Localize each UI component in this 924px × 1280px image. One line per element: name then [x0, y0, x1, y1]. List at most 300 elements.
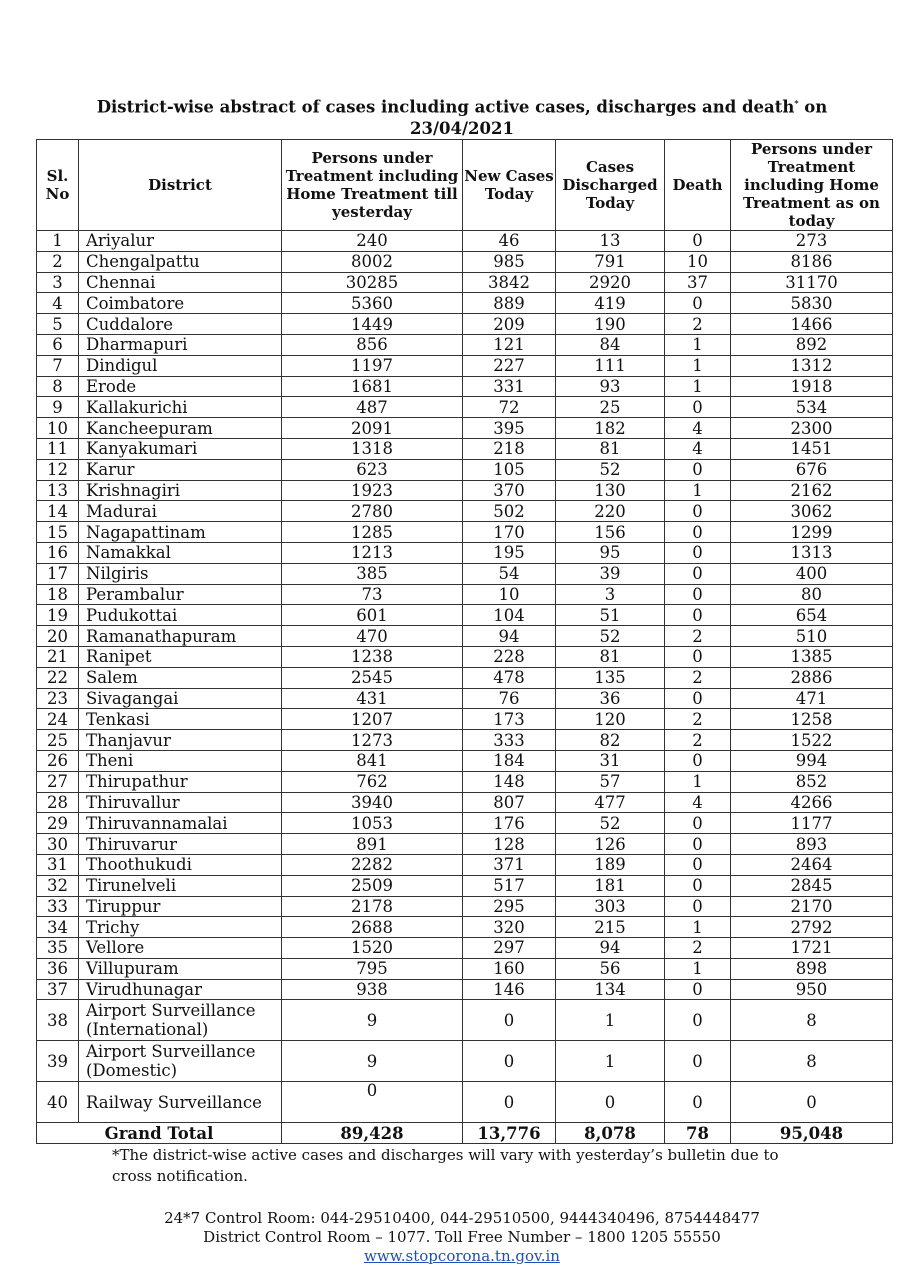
table-row [37, 355, 893, 376]
cell-new: 209 [463, 314, 556, 335]
cell-disc: 39 [556, 563, 665, 584]
cell-sl: 19 [37, 605, 79, 626]
cell-sl: 11 [37, 438, 79, 459]
cell-disc: 1 [556, 1041, 665, 1082]
table-row [37, 231, 893, 252]
cell-today: 5830 [731, 293, 893, 314]
cell-disc: 3 [556, 584, 665, 605]
cell-new: 94 [463, 626, 556, 647]
cell-district: Ranipet [79, 646, 282, 667]
cell-death: 0 [665, 542, 731, 563]
cell-prev: 1681 [282, 376, 463, 397]
cell-district: Madurai [79, 501, 282, 522]
cell-sl: 26 [37, 750, 79, 771]
cell-district: Pudukottai [79, 605, 282, 626]
cell-today: 1312 [731, 355, 893, 376]
cell-prev: 2688 [282, 917, 463, 938]
cell-prev: 1197 [282, 355, 463, 376]
cell-district: Namakkal [79, 542, 282, 563]
cell-disc: 189 [556, 854, 665, 875]
cell-sl: 12 [37, 459, 79, 480]
cell-today: 676 [731, 459, 893, 480]
cell-district: Vellore [79, 938, 282, 959]
cell-today: 2886 [731, 667, 893, 688]
title-on: on [798, 97, 828, 117]
cell-new: 478 [463, 667, 556, 688]
cell-today: 654 [731, 605, 893, 626]
cell-prev: 2545 [282, 667, 463, 688]
cell-today: 994 [731, 750, 893, 771]
header-discharged: Cases Discharged Today [556, 140, 665, 231]
table-row [37, 917, 893, 938]
cell-disc: 52 [556, 813, 665, 834]
cell-death: 0 [665, 646, 731, 667]
table-row [37, 1000, 893, 1041]
cell-district: Thirupathur [79, 771, 282, 792]
table-body [37, 231, 893, 1123]
cell-district: Karur [79, 459, 282, 480]
cell-new: 173 [463, 709, 556, 730]
website-link[interactable]: www.stopcorona.tn.gov.in [364, 1247, 560, 1265]
cell-new: 72 [463, 397, 556, 418]
cell-death: 0 [665, 854, 731, 875]
table-row [37, 584, 893, 605]
cell-sl: 2 [37, 251, 79, 272]
cell-prev: 1053 [282, 813, 463, 834]
cell-new: 807 [463, 792, 556, 813]
cell-district: Chengalpattu [79, 251, 282, 272]
cell-death: 0 [665, 563, 731, 584]
cell-district: Villupuram [79, 958, 282, 979]
cell-today: 1466 [731, 314, 893, 335]
table-row [37, 813, 893, 834]
cell-disc: 135 [556, 667, 665, 688]
cell-death: 4 [665, 418, 731, 439]
cell-death: 1 [665, 958, 731, 979]
table-row [37, 771, 893, 792]
cell-prev: 431 [282, 688, 463, 709]
cell-prev: 240 [282, 231, 463, 252]
cell-new: 54 [463, 563, 556, 584]
cell-new: 3842 [463, 272, 556, 293]
cell-death: 4 [665, 792, 731, 813]
cell-today: 0 [731, 1082, 893, 1123]
cell-district: Kanyakumari [79, 438, 282, 459]
cell-disc: 126 [556, 834, 665, 855]
cell-disc: 31 [556, 750, 665, 771]
cell-death: 1 [665, 376, 731, 397]
cell-today: 8 [731, 1000, 893, 1041]
cell-prev: 1318 [282, 438, 463, 459]
cell-prev: 3940 [282, 792, 463, 813]
cell-prev: 856 [282, 334, 463, 355]
cell-district: Tirunelveli [79, 875, 282, 896]
table-row [37, 896, 893, 917]
table-row [37, 646, 893, 667]
table-row [37, 563, 893, 584]
table-row [37, 875, 893, 896]
cell-prev: 891 [282, 834, 463, 855]
cell-district: Krishnagiri [79, 480, 282, 501]
header-sl-no: Sl. No [37, 140, 79, 231]
cell-prev: 2282 [282, 854, 463, 875]
cell-district: Coimbatore [79, 293, 282, 314]
cell-prev: 2509 [282, 875, 463, 896]
cell-prev: 841 [282, 750, 463, 771]
table-row [37, 293, 893, 314]
cell-death: 0 [665, 834, 731, 855]
cell-new: 121 [463, 334, 556, 355]
header-death: Death [665, 140, 731, 231]
cell-new: 297 [463, 938, 556, 959]
cell-prev: 1273 [282, 730, 463, 751]
cell-death: 1 [665, 480, 731, 501]
cell-new: 195 [463, 542, 556, 563]
grand-total-new: 13,776 [463, 1123, 556, 1144]
cell-disc: 25 [556, 397, 665, 418]
cell-disc: 94 [556, 938, 665, 959]
table-row [37, 667, 893, 688]
title-date: 23/04/2021 [410, 118, 514, 138]
cell-sl: 14 [37, 501, 79, 522]
cell-disc: 93 [556, 376, 665, 397]
cell-sl: 34 [37, 917, 79, 938]
cell-today: 2464 [731, 854, 893, 875]
table-row [37, 334, 893, 355]
table-row [37, 730, 893, 751]
cell-today: 1299 [731, 522, 893, 543]
header-prev-treatment: Persons under Treatment including Home Treatment till yesterday [282, 140, 463, 231]
table-row [37, 605, 893, 626]
cell-prev: 0 [282, 1082, 463, 1123]
cell-sl: 38 [37, 1000, 79, 1041]
cell-today: 534 [731, 397, 893, 418]
table-row [37, 854, 893, 875]
cell-sl: 33 [37, 896, 79, 917]
cell-prev: 1923 [282, 480, 463, 501]
cell-today: 471 [731, 688, 893, 709]
cell-disc: 56 [556, 958, 665, 979]
cell-disc: 182 [556, 418, 665, 439]
cell-district: Kallakurichi [79, 397, 282, 418]
cell-today: 4266 [731, 792, 893, 813]
cell-new: 148 [463, 771, 556, 792]
cell-today: 893 [731, 834, 893, 855]
cell-death: 0 [665, 584, 731, 605]
table-row [37, 709, 893, 730]
cell-disc: 181 [556, 875, 665, 896]
grand-total-label: Grand Total [37, 1123, 282, 1144]
cell-district: Airport Surveillance (International) [79, 1000, 282, 1041]
grand-total-prev: 89,428 [282, 1123, 463, 1144]
cell-sl: 18 [37, 584, 79, 605]
cell-district: Airport Surveillance (Domestic) [79, 1041, 282, 1082]
table-row [37, 1082, 893, 1123]
cell-disc: 134 [556, 979, 665, 1000]
cell-disc: 84 [556, 334, 665, 355]
cell-today: 31170 [731, 272, 893, 293]
cell-today: 2792 [731, 917, 893, 938]
cell-district: Dharmapuri [79, 334, 282, 355]
cell-death: 0 [665, 459, 731, 480]
cell-death: 1 [665, 355, 731, 376]
cell-new: 160 [463, 958, 556, 979]
table-row [37, 688, 893, 709]
cell-sl: 3 [37, 272, 79, 293]
cell-today: 1721 [731, 938, 893, 959]
cell-death: 0 [665, 397, 731, 418]
cell-prev: 601 [282, 605, 463, 626]
cell-today: 80 [731, 584, 893, 605]
cell-today: 3062 [731, 501, 893, 522]
cell-death: 4 [665, 438, 731, 459]
cell-district: Thiruvarur [79, 834, 282, 855]
cell-sl: 7 [37, 355, 79, 376]
cell-death: 2 [665, 709, 731, 730]
cell-district: Ariyalur [79, 231, 282, 252]
cell-prev: 385 [282, 563, 463, 584]
cell-today: 1918 [731, 376, 893, 397]
cell-death: 10 [665, 251, 731, 272]
cell-new: 985 [463, 251, 556, 272]
cell-today: 400 [731, 563, 893, 584]
cell-district: Kancheepuram [79, 418, 282, 439]
cell-prev: 9 [282, 1000, 463, 1041]
cell-prev: 1207 [282, 709, 463, 730]
cell-death: 0 [665, 750, 731, 771]
cell-today: 2162 [731, 480, 893, 501]
cell-new: 0 [463, 1000, 556, 1041]
cell-district: Perambalur [79, 584, 282, 605]
cell-district: Chennai [79, 272, 282, 293]
cell-new: 227 [463, 355, 556, 376]
cell-disc: 52 [556, 626, 665, 647]
cell-disc: 52 [556, 459, 665, 480]
cell-sl: 31 [37, 854, 79, 875]
cell-new: 218 [463, 438, 556, 459]
cell-today: 2845 [731, 875, 893, 896]
cell-district: Dindigul [79, 355, 282, 376]
table-row [37, 792, 893, 813]
cell-today: 1451 [731, 438, 893, 459]
cell-today: 1177 [731, 813, 893, 834]
cell-new: 76 [463, 688, 556, 709]
cell-sl: 35 [37, 938, 79, 959]
table-row [37, 418, 893, 439]
cell-today: 1522 [731, 730, 893, 751]
grand-total-death: 78 [665, 1123, 731, 1144]
cell-today: 852 [731, 771, 893, 792]
table-row [37, 958, 893, 979]
cell-disc: 477 [556, 792, 665, 813]
cell-new: 228 [463, 646, 556, 667]
cell-disc: 95 [556, 542, 665, 563]
cell-disc: 1 [556, 1000, 665, 1041]
cell-death: 0 [665, 522, 731, 543]
cell-sl: 29 [37, 813, 79, 834]
cell-today: 510 [731, 626, 893, 647]
district-control-line: District Control Room – 1077. Toll Free Number – 1800 1205 55550 [203, 1228, 721, 1246]
cell-new: 371 [463, 854, 556, 875]
cell-district: Virudhunagar [79, 979, 282, 1000]
table-row [37, 480, 893, 501]
cell-prev: 938 [282, 979, 463, 1000]
cell-disc: 130 [556, 480, 665, 501]
cell-prev: 1449 [282, 314, 463, 335]
cell-death: 0 [665, 1041, 731, 1082]
cell-district: Theni [79, 750, 282, 771]
cell-disc: 0 [556, 1082, 665, 1123]
cell-disc: 215 [556, 917, 665, 938]
cell-disc: 36 [556, 688, 665, 709]
cell-death: 2 [665, 938, 731, 959]
cell-new: 184 [463, 750, 556, 771]
cell-prev: 623 [282, 459, 463, 480]
title-line1: District-wise abstract of cases including active cases, discharges and death [96, 97, 795, 117]
cell-today: 2170 [731, 896, 893, 917]
cell-district: Railway Surveillance [79, 1082, 282, 1123]
cell-new: 889 [463, 293, 556, 314]
cell-death: 2 [665, 626, 731, 647]
table-row [37, 376, 893, 397]
cell-disc: 111 [556, 355, 665, 376]
cell-new: 176 [463, 813, 556, 834]
cell-sl: 30 [37, 834, 79, 855]
cell-prev: 795 [282, 958, 463, 979]
table-row [37, 750, 893, 771]
cell-new: 395 [463, 418, 556, 439]
cell-disc: 51 [556, 605, 665, 626]
cell-district: Thiruvallur [79, 792, 282, 813]
cell-disc: 13 [556, 231, 665, 252]
cell-prev: 9 [282, 1041, 463, 1082]
cell-prev: 30285 [282, 272, 463, 293]
cell-sl: 5 [37, 314, 79, 335]
cell-district: Salem [79, 667, 282, 688]
cell-death: 0 [665, 605, 731, 626]
cell-sl: 15 [37, 522, 79, 543]
cell-today: 950 [731, 979, 893, 1000]
table-row [37, 979, 893, 1000]
cell-disc: 2920 [556, 272, 665, 293]
cell-today: 1258 [731, 709, 893, 730]
cell-sl: 39 [37, 1041, 79, 1082]
cell-sl: 36 [37, 958, 79, 979]
table-row [37, 626, 893, 647]
title-asterisk: * [794, 98, 799, 108]
cell-prev: 5360 [282, 293, 463, 314]
cell-sl: 32 [37, 875, 79, 896]
cell-disc: 82 [556, 730, 665, 751]
cell-today: 273 [731, 231, 893, 252]
cell-prev: 8002 [282, 251, 463, 272]
header-new-cases: New Cases Today [463, 140, 556, 231]
cell-disc: 190 [556, 314, 665, 335]
cell-new: 104 [463, 605, 556, 626]
cell-sl: 28 [37, 792, 79, 813]
table-row [37, 251, 893, 272]
table-row [37, 938, 893, 959]
cell-death: 2 [665, 314, 731, 335]
cell-today: 8186 [731, 251, 893, 272]
table-row [37, 501, 893, 522]
cell-death: 2 [665, 667, 731, 688]
cell-new: 320 [463, 917, 556, 938]
table-row [37, 834, 893, 855]
cell-death: 0 [665, 813, 731, 834]
footer [0, 1209, 924, 1266]
cell-death: 37 [665, 272, 731, 293]
table-row [37, 1041, 893, 1082]
cell-new: 128 [463, 834, 556, 855]
cell-disc: 57 [556, 771, 665, 792]
cell-death: 0 [665, 979, 731, 1000]
cell-sl: 1 [37, 231, 79, 252]
cell-district: Tenkasi [79, 709, 282, 730]
cell-new: 331 [463, 376, 556, 397]
cell-new: 502 [463, 501, 556, 522]
cell-prev: 1213 [282, 542, 463, 563]
table-row [37, 542, 893, 563]
document-title [60, 93, 864, 139]
cell-death: 1 [665, 334, 731, 355]
cell-death: 0 [665, 231, 731, 252]
header-today-treatment: Persons under Treatment including Home Treatment as on today [731, 140, 893, 231]
cell-new: 517 [463, 875, 556, 896]
cell-disc: 156 [556, 522, 665, 543]
cell-sl: 10 [37, 418, 79, 439]
cell-sl: 20 [37, 626, 79, 647]
cell-district: Thiruvannamalai [79, 813, 282, 834]
cell-district: Tiruppur [79, 896, 282, 917]
cell-disc: 303 [556, 896, 665, 917]
cell-new: 170 [463, 522, 556, 543]
cell-prev: 487 [282, 397, 463, 418]
cell-new: 0 [463, 1041, 556, 1082]
cell-district: Cuddalore [79, 314, 282, 335]
cell-district: Erode [79, 376, 282, 397]
grand-total-discharged: 8,078 [556, 1123, 665, 1144]
cell-sl: 13 [37, 480, 79, 501]
cell-sl: 40 [37, 1082, 79, 1123]
cell-prev: 1238 [282, 646, 463, 667]
table-row [37, 522, 893, 543]
table-row [37, 438, 893, 459]
cell-prev: 470 [282, 626, 463, 647]
cell-sl: 22 [37, 667, 79, 688]
cell-sl: 8 [37, 376, 79, 397]
footnote: *The district-wise active cases and discharges will vary with yesterday’s bulletin due to cross notification. [112, 1146, 779, 1185]
cell-new: 295 [463, 896, 556, 917]
control-room-line: 24*7 Control Room: 044-29510400, 044-29510500, 9444340496, 8754448477 [164, 1209, 760, 1227]
cell-prev: 2780 [282, 501, 463, 522]
table-row [37, 314, 893, 335]
cell-prev: 2178 [282, 896, 463, 917]
cell-disc: 120 [556, 709, 665, 730]
cell-prev: 1520 [282, 938, 463, 959]
cell-today: 892 [731, 334, 893, 355]
table-row [37, 397, 893, 418]
cell-disc: 220 [556, 501, 665, 522]
header-district: District [79, 140, 282, 231]
cell-today: 898 [731, 958, 893, 979]
table-row [37, 272, 893, 293]
cell-today: 1313 [731, 542, 893, 563]
cell-today: 1385 [731, 646, 893, 667]
cell-today: 8 [731, 1041, 893, 1082]
district-cases-table [36, 139, 893, 1144]
cell-death: 2 [665, 730, 731, 751]
